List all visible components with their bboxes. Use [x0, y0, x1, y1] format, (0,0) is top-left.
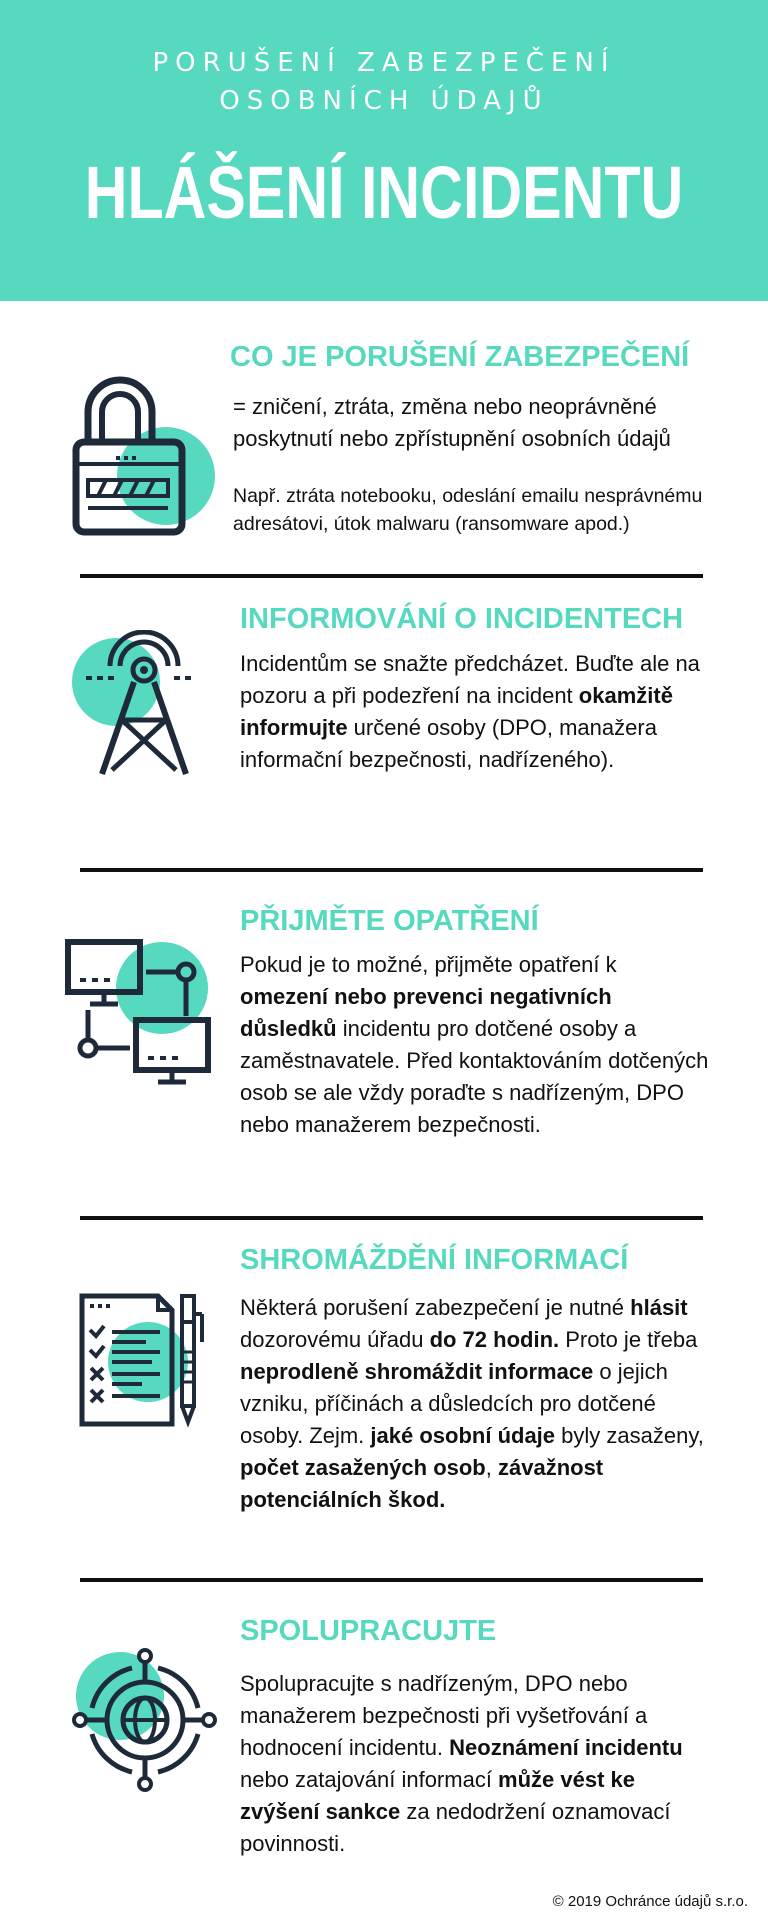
divider-1 — [80, 574, 703, 578]
section-title-cooperate: SPOLUPRACUJTE — [240, 1615, 497, 1647]
section-title-measures: PŘIJMĚTE OPATŘENÍ — [240, 905, 539, 937]
antenna-tower-icon — [72, 630, 202, 780]
network-computers-icon — [62, 936, 217, 1086]
padlock-icon — [68, 372, 228, 542]
divider-4 — [80, 1578, 703, 1582]
measures-text: Pokud je to možné, přijměte opatření k omezení nebo prevenci negativních důsledků incidentu pro dotčené osoby a zaměstnavatele. Před kontaktováním dotčených osob se ale vždy poraďte s nadřízeným, DPO nebo manažerem bezpečnosti. — [240, 952, 709, 1137]
breach-example: Např. ztráta notebooku, odeslání emailu nesprávnému adresátovi, útok malwaru (ransomware apod.) — [233, 485, 703, 535]
cooperate-text: Spolupracujte s nadřízeným, DPO nebo manažerem bezpečnosti při vyšetřování a hodnocení incidentu. Neoznámení incidentu nebo zatajování informací může vést ke zvýšení sankce za nedodržení oznamovací povinnosti. — [240, 1671, 683, 1856]
page-title: HLÁŠENÍ INCIDENTU — [84, 151, 684, 234]
gathering-text: Některá porušení zabezpečení je nutné hlásit dozorovému úřadu do 72 hodin. Proto je třeba neprodleně shromáždit informace o jejich vzniku, příčinách a důsledcích pro dotčené osoby. Zejm. jaké osobní údaje byly zasaženy, počet zasažených osob, závažnost potenciálních škod. — [240, 1295, 704, 1512]
header-kicker-line1: PORUŠENÍ ZABEZPEČENÍ — [152, 48, 616, 78]
globe-network-icon — [72, 1648, 217, 1793]
footer-copyright: © 2019 Ochránce údajů s.r.o. — [552, 1893, 748, 1910]
divider-2 — [80, 868, 703, 872]
checklist-pen-icon — [76, 1292, 211, 1432]
section-title-informing: INFORMOVÁNÍ O INCIDENTECH — [240, 603, 684, 635]
divider-3 — [80, 1216, 703, 1220]
breach-definition: = zničení, ztráta, změna nebo neoprávněné poskytnutí nebo zpřístupnění osobních údajů — [233, 394, 671, 451]
section-title-breach: CO JE PORUŠENÍ ZABEZPEČENÍ — [230, 341, 690, 373]
informing-text: Incidentům se snažte předcházet. Buďte ale na pozoru a při podezření na incident okamžitě informujte určené osoby (DPO, manažera informační bezpečnosti, nadřízeného). — [240, 651, 700, 772]
header-kicker-line2: OSOBNÍCH ÚDAJŮ — [219, 86, 549, 116]
header-banner — [0, 0, 768, 301]
section-title-gathering: SHROMÁŽDĚNÍ INFORMACÍ — [240, 1244, 629, 1276]
